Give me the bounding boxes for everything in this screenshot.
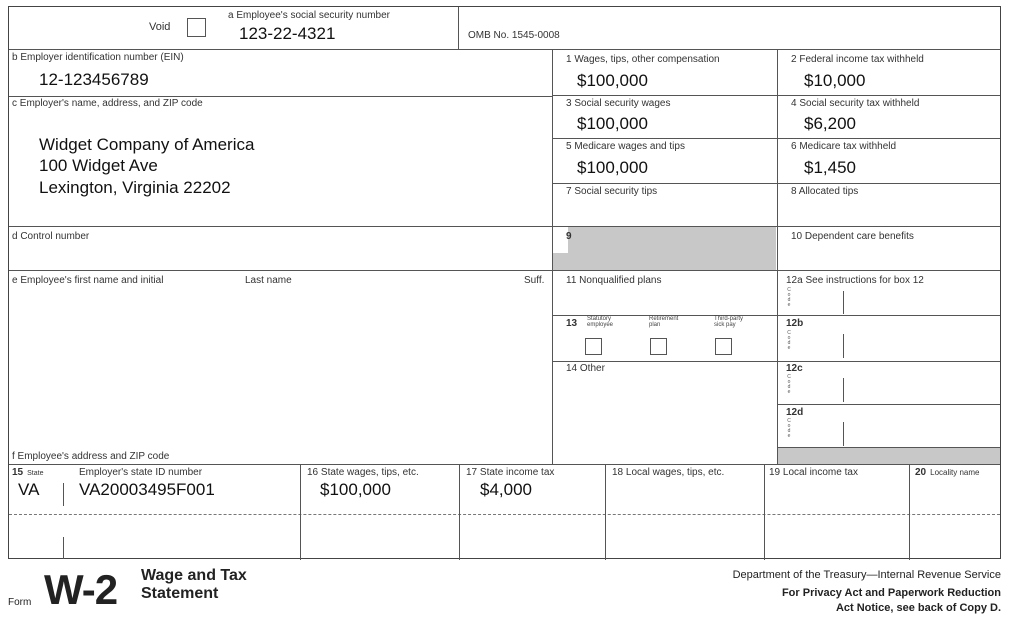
third-party-sick-pay-checkbox[interactable] [715,338,732,355]
statutory-employee-checkbox[interactable] [585,338,602,355]
box-1-value: $100,000 [577,71,648,90]
box-4-value: $6,200 [804,114,856,133]
box-7-label: 7 Social security tips [566,186,658,197]
state-id-value: VA20003495F001 [79,480,215,499]
box-13-label: 13 [566,318,578,329]
divider [459,464,460,560]
box-13-retirement-label: Retirement plan [649,316,679,328]
divider [843,334,844,358]
box-13-statutory-label: Statutory employee [587,316,614,328]
box-20-small: Locality name [930,468,980,477]
box-15-number: 15 [12,467,24,478]
box-9-shade-bottom [553,253,569,270]
box-17-label: 17 State income tax [466,467,555,478]
ssn-label: a Employee's social security number [228,10,390,21]
divider [605,464,606,560]
omb-number: OMB No. 1545-0008 [468,30,560,41]
divider [909,464,910,560]
form-word: Form [8,597,32,608]
ein-label: b Employer identification number (EIN) [12,52,184,63]
box-8-label: 8 Allocated tips [791,186,859,197]
box-20-number: 20 [915,467,927,478]
box-12b-code-label: Code [787,330,791,351]
box-18-label: 18 Local wages, tips, etc. [612,467,725,478]
divider [552,183,1000,184]
divider [764,464,765,560]
box-15-state-small: State [27,470,44,477]
box-6-label: 6 Medicare tax withheld [791,141,897,152]
box-13-thirdparty-label: Third-party sick pay [714,316,744,328]
divider [458,7,459,49]
box-12c-label: 12c [786,363,803,374]
box-20-label [915,467,979,478]
divider [843,378,844,402]
box-12-bottom-shade [778,448,1000,464]
box-12a-label: 12a See instructions for box 12 [786,275,924,286]
void-label: Void [149,21,171,33]
box-2-label: 2 Federal income tax withheld [791,54,924,65]
control-number-label: d Control number [12,231,90,242]
divider [9,270,1000,271]
box-12d-label: 12d [786,407,804,418]
box-3-label: 3 Social security wages [566,98,671,109]
box-12c-code-label: Code [787,374,791,395]
divider [9,49,1000,50]
divider [552,361,1000,362]
divider [9,226,1000,227]
box-3-value: $100,000 [577,114,648,133]
box-9-label: 9 [566,231,572,242]
box-1-label: 1 Wages, tips, other compensation [566,54,720,65]
ein-value: 12-123456789 [39,70,149,89]
privacy-line2: Act Notice, see back of Copy D. [835,602,1001,614]
box-17-value: $4,000 [480,480,532,499]
department-text: Department of the Treasury—Internal Revenue Service [732,569,1001,581]
divider [9,514,1000,515]
privacy-line1: For Privacy Act and Paperwork Reduction [781,587,1001,599]
employee-first-name-label: e Employee's first name and initial [12,275,164,286]
state-value: VA [18,480,40,499]
ssn-value: 123-22-4321 [239,24,336,43]
box-10-label: 10 Dependent care benefits [791,231,914,242]
divider [63,483,64,506]
divider [552,95,1000,96]
void-checkbox[interactable] [187,18,206,37]
box-11-label: 11 Nonqualified plans [566,275,662,286]
form-title-line1: Wage and Tax [141,567,247,584]
box-16-value: $100,000 [320,480,391,499]
form-name: W-2 [44,566,118,613]
divider [777,404,1000,405]
employer-name-label: c Employer's name, address, and ZIP code [12,98,203,109]
employer-name-line2: 100 Widget Ave [39,156,158,175]
box-6-value: $1,450 [804,158,856,177]
divider [9,96,552,97]
box-4-label: 4 Social security tax withheld [791,98,920,109]
divider [63,537,64,559]
divider [552,138,1000,139]
employee-address-label: f Employee's address and ZIP code [12,451,170,462]
box-9-shade [568,227,776,270]
box-2-value: $10,000 [804,71,866,90]
w2-form [8,6,1001,559]
form-title [141,567,247,603]
divider [843,422,844,446]
box-15-id-label: Employer's state ID number [79,467,203,478]
box-5-value: $100,000 [577,158,648,177]
box-14-label: 14 Other [566,363,605,374]
divider [843,291,844,314]
divider [9,464,1000,465]
box-15-label [12,467,43,478]
retirement-plan-checkbox[interactable] [650,338,667,355]
divider [777,49,778,464]
employee-suffix-label: Suff. [524,275,545,286]
box-12d-code-label: Code [787,418,791,439]
divider [300,464,301,560]
employer-name-line3: Lexington, Virginia 22202 [39,178,231,197]
box-19-label: 19 Local income tax [769,467,858,478]
box-5-label: 5 Medicare wages and tips [566,141,685,152]
employee-last-name-label: Last name [245,275,292,286]
employer-name-line1: Widget Company of America [39,135,255,154]
form-title-line2: Statement [141,585,219,602]
box-12b-label: 12b [786,318,804,329]
box-16-label: 16 State wages, tips, etc. [307,467,419,478]
box-12a-code-label: Code [787,287,791,308]
